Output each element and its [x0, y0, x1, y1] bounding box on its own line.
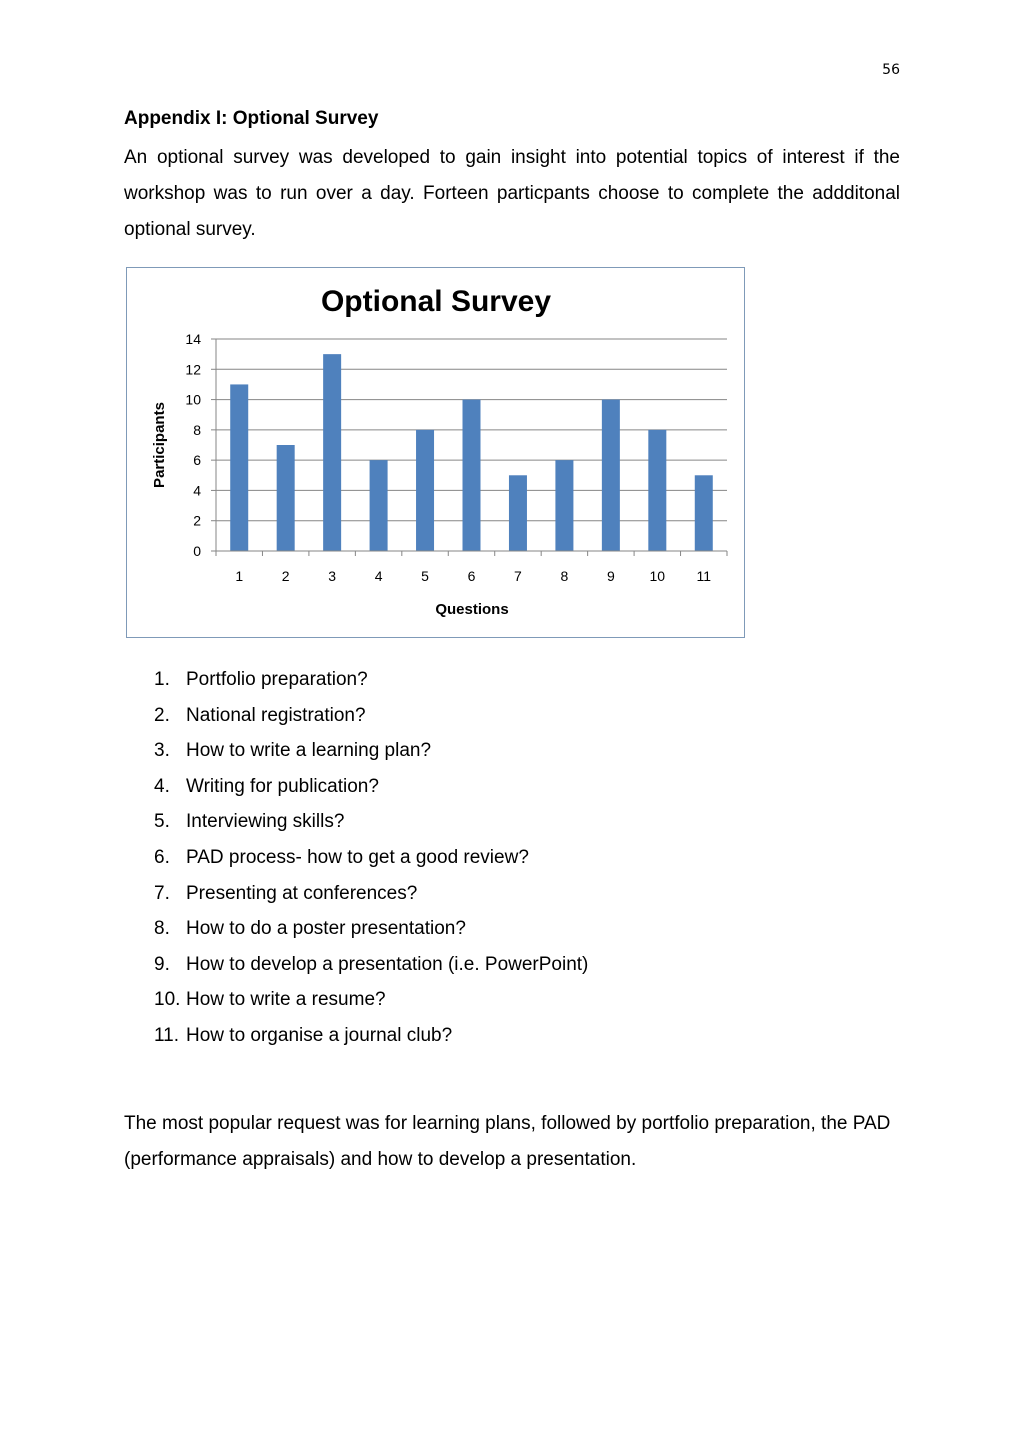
list-item [124, 769, 884, 805]
list-item-text: How to develop a presentation (i.e. PowerPoint) [186, 953, 589, 975]
list-item-number: 7. [154, 882, 170, 904]
x-tick-label: 4 [374, 568, 383, 584]
list-item-number: 3. [154, 740, 170, 762]
bar [602, 400, 620, 551]
list-item-text: How to do a poster presentation? [186, 918, 466, 940]
list-item-number: 6. [154, 846, 170, 868]
x-tick-label: 1 [235, 568, 244, 584]
bar-chart [127, 268, 746, 639]
x-tick-label: 9 [606, 568, 615, 584]
list-item-number: 10. [154, 989, 181, 1011]
x-tick-label: 10 [649, 568, 666, 584]
list-item [124, 698, 884, 734]
y-tick-label: 12 [185, 361, 201, 378]
y-tick-label: 0 [193, 543, 201, 559]
y-tick-label: 10 [185, 391, 201, 408]
y-tick-label: 4 [193, 482, 201, 499]
list-item-text: How to write a learning plan? [186, 740, 432, 762]
x-tick-label: 6 [467, 568, 476, 584]
list-item [124, 982, 884, 1018]
list-item-text: PAD process- how to get a good review? [186, 846, 529, 868]
y-tick-label: 2 [193, 512, 201, 529]
y-tick-label: 6 [193, 452, 201, 469]
bar [463, 400, 481, 551]
list-item-text: Portfolio preparation? [186, 669, 368, 690]
list-item [124, 876, 884, 912]
x-tick-label: 11 [696, 568, 712, 584]
list-item-number: 4. [154, 775, 170, 797]
chart-title: Optional Survey [320, 285, 552, 318]
list-item-text: How to write a resume? [186, 989, 386, 1011]
intro-paragraph: An optional survey was developed to gain insight into potential topics of interest if the workshop was to run over a day. Forteen particpants choose to complete the addditonal optional survey. [124, 147, 900, 240]
list-item-number: 2. [154, 704, 170, 726]
y-tick-label: 14 [185, 331, 201, 347]
list-item-number: 8. [154, 918, 170, 940]
bar [509, 475, 527, 551]
list-item-text: Interviewing skills? [186, 811, 345, 833]
chart-frame [126, 267, 745, 638]
list-item-text: How to organise a journal club? [186, 1024, 453, 1046]
list-item-text: Presenting at conferences? [186, 882, 418, 904]
bar [695, 475, 713, 551]
x-axis-title: Questions [435, 601, 509, 618]
bar [555, 460, 573, 551]
list-item-number: 1. [154, 669, 170, 690]
list-item-text: Writing for publication? [186, 775, 379, 797]
list-item-number: 9. [154, 953, 170, 975]
summary-paragraph: The most popular request was for learning plans, followed by portfolio preparation, the PAD (performance appraisals) and how to develop a presentation. [124, 1113, 891, 1170]
x-tick-label: 7 [514, 568, 522, 584]
list-item [124, 662, 884, 698]
bar [370, 460, 388, 551]
y-tick-label: 8 [193, 421, 201, 438]
list-item [124, 911, 884, 947]
bar [416, 430, 434, 551]
list-item [124, 840, 884, 876]
list-item [124, 733, 884, 769]
bar [230, 384, 248, 551]
list-item [124, 804, 884, 840]
x-tick-label: 8 [560, 568, 569, 584]
bar [648, 430, 666, 551]
page-number: 56 [882, 62, 900, 78]
list-item-text: National registration? [186, 704, 366, 726]
x-tick-label: 3 [328, 568, 337, 584]
list-item [124, 947, 884, 983]
x-tick-label: 5 [421, 568, 429, 584]
bar [323, 354, 341, 551]
appendix-heading: Appendix I: Optional Survey [124, 108, 379, 129]
list-item-number: 5. [154, 811, 170, 833]
questions-list [124, 662, 884, 1054]
x-tick-label: 2 [281, 568, 290, 584]
y-axis-title: Participants [151, 402, 168, 488]
list-item-number: 11. [154, 1024, 180, 1046]
list-item [124, 1018, 884, 1054]
bar [277, 445, 295, 551]
